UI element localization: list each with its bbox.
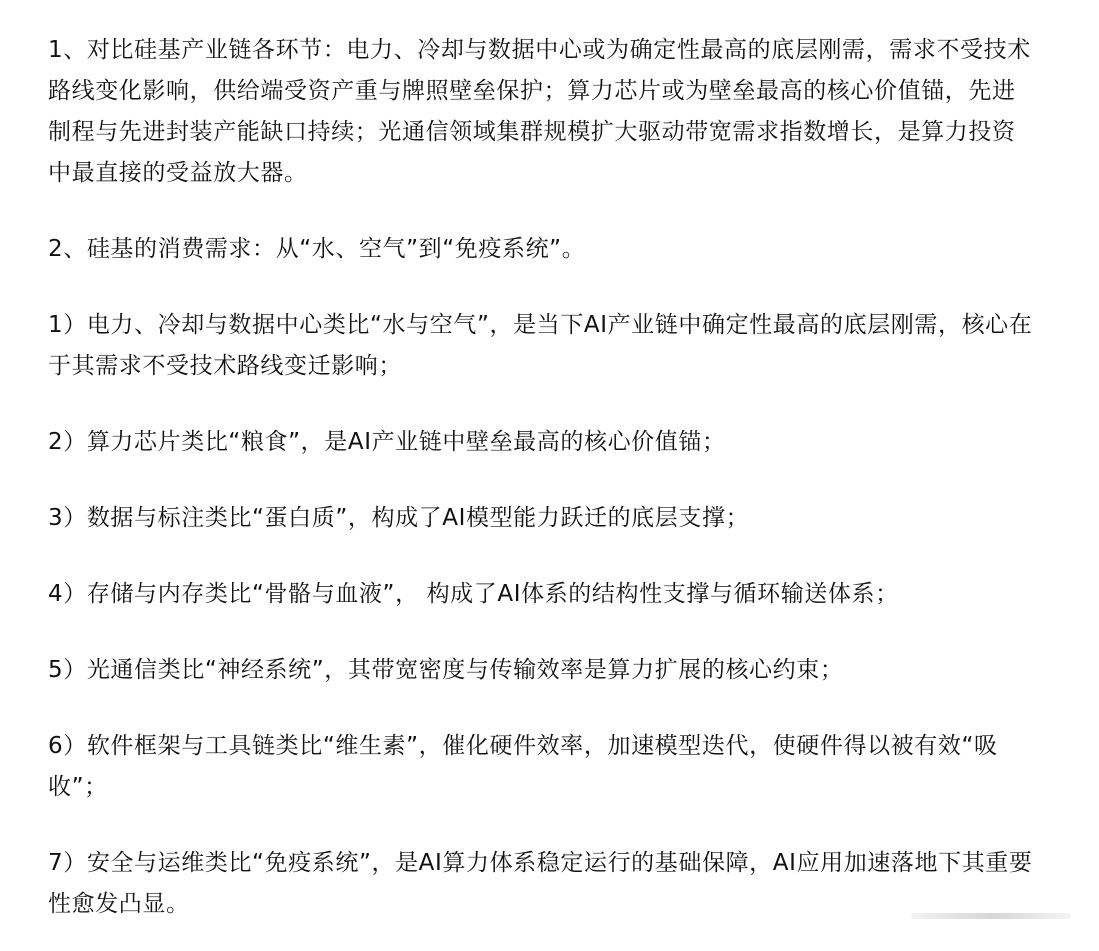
paragraph-9: 7）安全与运维类比“免疫系统”，是AI算力体系稳定运行的基础保障，AI应用加速落地下其重要性愈发凸显。 — [48, 850, 1033, 917]
paragraph-5: 3）数据与标注类比“蛋白质”，构成了AI模型能力跃迁的底层支撑； — [48, 505, 750, 531]
document-body — [48, 30, 1038, 925]
paragraph-2: 2、硅基的消费需求：从“水、空气”到“免疫系统”。 — [48, 236, 586, 262]
paragraph-8: 6）软件框架与工具链类比“维生素”，催化硬件效率，加速模型迭代，使硬件得以被有效“吸收”； — [48, 733, 998, 800]
paragraph-6: 4）存储与内存类比“骨骼与血液”， 构成了AI体系的结构性支撑与循环输送体系； — [48, 581, 899, 607]
paragraph-3: 1）电力、冷却与数据中心类比“水与空气”，是当下AI产业链中确定性最高的底层刚需，核心在于其需求不受技术路线变迁影响； — [48, 312, 1033, 379]
paragraph-7: 5）光通信类比“神经系统”，其带宽密度与传输效率是算力扩展的核心约束； — [48, 657, 844, 683]
paragraph-4: 2）算力芯片类比“粮食”，是AI产业链中壁垒最高的核心价值锚； — [48, 429, 726, 455]
watermark-logo-icon — [911, 913, 1071, 919]
watermark — [911, 905, 1077, 927]
paragraph-1: 1、对比硅基产业链各环节：电力、冷却与数据中心或为确定性最高的底层刚需，需求不受技术路线变化影响，供给端受资产重与牌照壁垒保护；算力芯片或为壁垒最高的核心价值锚，先进制程与先进封装产能缺口持续；光通信领域集群规模扩大驱动带宽需求指数增长，是算力投资中最直接的受益放大器。 — [48, 37, 1031, 186]
